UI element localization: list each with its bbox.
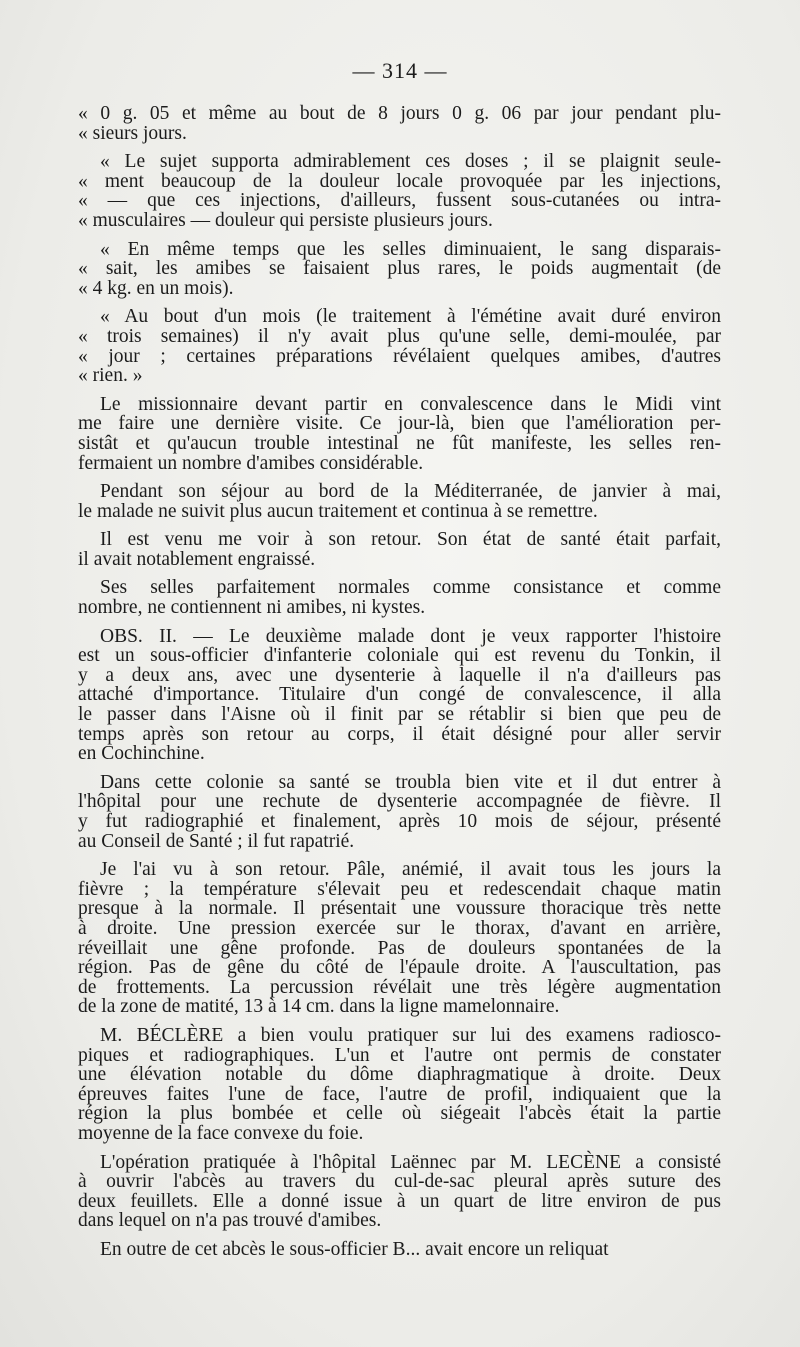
text-line: « ment beaucoup de la douleur locale provoquée par les injections, (78, 170, 721, 192)
text-line: Dans cette colonie sa santé se troubla bien vite et il dut entrer à (100, 771, 721, 793)
text-line: « En même temps que les selles diminuaient, le sang disparais- (100, 238, 721, 260)
text-line: est un sous-officier d'infanterie coloniale qui est revenu du Tonkin, il (78, 645, 721, 667)
text-line: à droite. Une pression exercée sur le thorax, d'avant en arrière, (78, 917, 721, 939)
text-line: réveillait une gêne profonde. Pas de douleurs spontanées de la (78, 937, 721, 959)
paragraph (78, 1240, 721, 1260)
paragraph (78, 530, 721, 569)
text-line: le passer dans l'Aisne où il finit par se rétablir si bien que peu de (78, 704, 721, 726)
text-line: attaché d'importance. Titulaire d'un congé de convalescence, il alla (78, 684, 721, 706)
paragraph (78, 627, 721, 764)
text-line: « Au bout d'un mois (le traitement à l'émétine avait duré environ (100, 306, 721, 328)
text-line: région. Pas de gêne du côté de l'épaule droite. A l'auscultation, pas (78, 957, 721, 979)
text-line: une élévation notable du dôme diaphragmatique à droite. Deux (78, 1064, 721, 1086)
text-line: Je l'ai vu à son retour. Pâle, anémié, il avait tous les jours la (100, 859, 721, 881)
text-line: le malade ne suivit plus aucun traitement et continua à se remettre. (78, 500, 598, 522)
paragraph (78, 152, 721, 230)
text-line: Il est venu me voir à son retour. Son état de santé était parfait, (100, 529, 721, 551)
text-line: fièvre ; la température s'élevait peu et redescendait chaque matin (78, 878, 721, 900)
paragraph (78, 1153, 721, 1231)
text-line: « Le sujet supporta admirablement ces doses ; il se plaignit seule- (100, 151, 721, 173)
text-line: il avait notablement engraissé. (78, 548, 316, 570)
text-line: temps après son retour au corps, il était désigné pour aller servir (78, 723, 721, 745)
text-line: « musculaires — douleur qui persiste plusieurs jours. (78, 209, 493, 231)
text-line: sistât et qu'aucun trouble intestinal ne fût manifeste, les selles ren- (78, 432, 721, 454)
text-line: En outre de cet abcès le sous-officier B... avait encore un reliquat (100, 1238, 609, 1260)
text-line: en Cochinchine. (78, 743, 205, 765)
text-line: « 0 g. 05 et même au bout de 8 jours 0 g. 06 par jour pendant plu- (78, 103, 721, 124)
paragraph (78, 1026, 721, 1144)
text-line: me faire une dernière visite. Ce jour-là, bien que l'amélioration per- (78, 413, 721, 435)
text-line: « — que ces injections, d'ailleurs, fussent sous-cutanées ou intra- (78, 190, 721, 212)
text-line: région la plus bombée et celle où siégeait l'abcès était la partie (78, 1103, 721, 1125)
text-line: épreuves faites l'une de face, l'autre de profil, indiquaient que la (78, 1083, 721, 1105)
text-line: « jour ; certaines préparations révélaient quelques amibes, d'autres (78, 345, 721, 367)
body-text (78, 104, 721, 1259)
text-line: deux feuillets. Elle a donné issue à un quart de litre environ de pus (78, 1190, 721, 1212)
text-line: « 4 kg. en un mois). (78, 277, 234, 299)
text-line: Le missionnaire devant partir en convalescence dans le Midi vint (100, 393, 721, 415)
text-line: fermaient un nombre d'amibes considérable. (78, 452, 424, 474)
paragraph (78, 773, 721, 851)
text-line: à ouvrir l'abcès au travers du cul-de-sac pleural après suture des (78, 1171, 721, 1193)
page-number: — 314 — (352, 58, 448, 83)
text-line: presque à la normale. Il présentait une voussure thoracique très nette (78, 898, 721, 920)
text-line: au Conseil de Santé ; il fut rapatrié. (78, 830, 355, 852)
paragraph (78, 578, 721, 617)
text-line: L'opération pratiquée à l'hôpital Laënnec par M. LECÈNE a consisté (100, 1151, 721, 1173)
text-line: « sait, les amibes se faisaient plus rares, le poids augmentait (de (78, 258, 721, 280)
text-line: de la zone de matité, 13 à 14 cm. dans la ligne mamelonnaire. (78, 996, 560, 1018)
text-line: M. BÉCLÈRE a bien voulu pratiquer sur lui des examens radiosco- (100, 1024, 721, 1046)
text-line: moyenne de la face convexe du foie. (78, 1122, 364, 1144)
text-line: dans lequel on n'a pas trouvé d'amibes. (78, 1210, 382, 1232)
paragraph (78, 104, 721, 143)
text-line: « sieurs jours. (78, 122, 187, 144)
text-line: y fut radiographié et finalement, après 10 mois de séjour, présenté (78, 811, 721, 832)
text-line: Ses selles parfaitement normales comme consistance et comme (100, 577, 721, 599)
text-line: l'hôpital pour une rechute de dysenterie accompagnée de fièvre. Il (78, 791, 721, 813)
text-line: de frottements. La percussion révélait une très légère augmentation (78, 976, 721, 998)
text-line: Pendant son séjour au bord de la Méditerranée, de janvier à mai, (100, 481, 721, 503)
paragraph (78, 395, 721, 473)
paragraph (78, 482, 721, 521)
text-line: « trois semaines) il n'y avait plus qu'une selle, demi-moulée, par (78, 325, 721, 347)
text-line: OBS. II. — Le deuxième malade dont je veux rapporter l'histoire (100, 625, 721, 647)
text-line: nombre, ne contiennent ni amibes, ni kystes. (78, 597, 426, 619)
paragraph (78, 860, 721, 1017)
text-line: « rien. » (78, 365, 143, 387)
text-line: y a deux ans, avec une dysenterie à laquelle il n'a d'ailleurs pas (78, 664, 721, 686)
text-line: piques et radiographiques. L'un et l'autre ont permis de constater (78, 1044, 721, 1066)
paragraph (78, 240, 721, 299)
paragraph (78, 307, 721, 385)
